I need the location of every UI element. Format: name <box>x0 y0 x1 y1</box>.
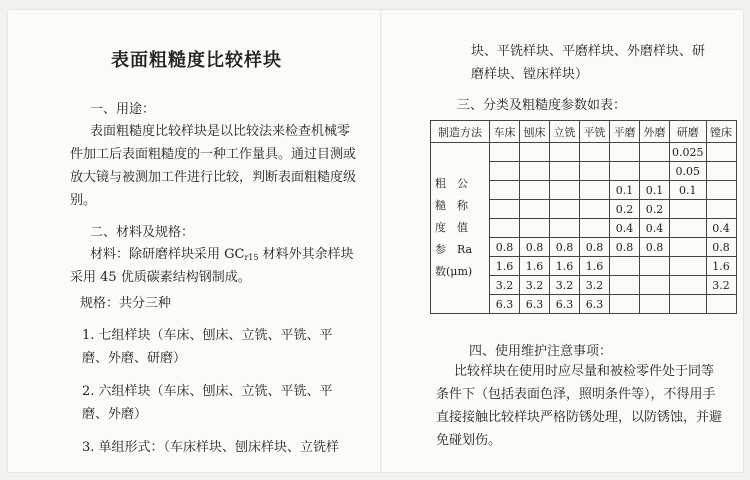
table-cell: 0.8 <box>610 238 640 257</box>
table-cell: 3.2 <box>706 276 736 295</box>
table-cell <box>550 181 580 200</box>
table-cell <box>640 295 670 314</box>
table-cell: 1.6 <box>550 257 580 276</box>
table-cell: 0.8 <box>580 238 610 257</box>
spec-line: 规格：共分三种 <box>80 296 172 311</box>
section-table-heading: 三、分类及粗糙度参数如表： <box>457 98 627 113</box>
table-cell: 0.025 <box>670 143 707 162</box>
table-cell <box>640 162 670 181</box>
table-cell <box>520 219 550 238</box>
table-cell <box>670 257 707 276</box>
table-cell: 0.05 <box>670 162 707 181</box>
header-planer: 刨床 <box>520 121 550 143</box>
table-cell: 3.2 <box>490 276 520 295</box>
continued-line-2: 磨样块、镗床样块） <box>471 67 589 82</box>
table-cell: 0.1 <box>610 181 640 200</box>
header-lapping: 研磨 <box>670 121 707 143</box>
table-cell: 3.2 <box>520 276 550 295</box>
table-cell <box>670 295 707 314</box>
section-material-heading: 二、材料及规格： <box>90 225 195 240</box>
maintenance-line-2: 条件下（包括表面色泽，照明条件等），不得用手 <box>436 387 716 402</box>
table-cell <box>706 181 736 200</box>
table-cell <box>610 295 640 314</box>
table-cell: 0.4 <box>610 219 640 238</box>
table-cell: 6.3 <box>580 295 610 314</box>
header-method: 制造方法 <box>431 121 490 143</box>
side-label-line: 糙 称 <box>435 199 468 212</box>
table-cell <box>520 181 550 200</box>
table-cell <box>610 143 640 162</box>
table-header-row <box>431 121 737 143</box>
table-cell: 1.6 <box>520 257 550 276</box>
table-cell <box>520 162 550 181</box>
table-cell: 6.3 <box>550 295 580 314</box>
table-cell <box>640 257 670 276</box>
table-cell: 0.8 <box>640 238 670 257</box>
header-lathe: 车床 <box>490 121 520 143</box>
table-cell: 0.8 <box>550 238 580 257</box>
table-cell <box>580 219 610 238</box>
material-text-a: 材料：除研磨样块采用 GC <box>90 247 245 262</box>
table-cell <box>580 162 610 181</box>
material-line-2: 采用 45 优质碳素结构钢制成。 <box>70 270 251 285</box>
table-cell <box>580 143 610 162</box>
table-cell <box>706 295 736 314</box>
table-cell <box>490 181 520 200</box>
table-body <box>431 143 737 314</box>
table-cell: 0.8 <box>490 238 520 257</box>
table-cell <box>580 200 610 219</box>
page-fold <box>380 10 382 472</box>
spec-item-1-line-1: 1. 七组样块（车床、刨床、立铣、平铣、平 <box>82 328 333 343</box>
section-maintenance-heading: 四、使用维护注意事项： <box>469 344 613 359</box>
table-cell: 3.2 <box>550 276 580 295</box>
table-cell <box>610 162 640 181</box>
table-cell: 0.8 <box>520 238 550 257</box>
table-cell: 6.3 <box>490 295 520 314</box>
table-cell <box>550 219 580 238</box>
continued-line-1: 块、平铣样块、平磨样块、外磨样块、研 <box>471 44 706 59</box>
table-cell <box>610 276 640 295</box>
header-horizontal-mill: 平铣 <box>580 121 610 143</box>
header-external-grind: 外磨 <box>640 121 670 143</box>
material-line-1 <box>90 244 354 269</box>
table-cell <box>670 276 707 295</box>
table-cell <box>610 257 640 276</box>
table-cell: 0.2 <box>640 200 670 219</box>
maintenance-line-3: 直接接触比较样块严格防锈处理，以防锈蚀，并避 <box>436 410 723 425</box>
spec-item-2-line-2: 磨、外磨） <box>82 407 148 422</box>
table-cell <box>640 276 670 295</box>
roughness-parameter-table <box>430 120 737 314</box>
table-cell: 0.1 <box>670 181 707 200</box>
usage-line-2: 件加工后表面粗糙度的一种工作量具。通过目测或 <box>70 147 357 162</box>
table-cell <box>490 162 520 181</box>
table-cell <box>550 143 580 162</box>
table-cell: 1.6 <box>706 257 736 276</box>
table-cell: 1.6 <box>490 257 520 276</box>
table-cell <box>550 200 580 219</box>
table-cell <box>490 219 520 238</box>
table-cell <box>706 200 736 219</box>
header-vertical-mill: 立铣 <box>550 121 580 143</box>
table-cell <box>520 143 550 162</box>
maintenance-line-1: 比较样块在使用时应尽量和被检零件处于同等 <box>454 364 715 379</box>
table-cell <box>706 143 736 162</box>
table-cell <box>580 181 610 200</box>
table-cell: 0.4 <box>640 219 670 238</box>
table-cell: 3.2 <box>580 276 610 295</box>
table-cell <box>550 162 580 181</box>
material-text-b: 材料外其余样块 <box>258 247 354 262</box>
header-surface-grind: 平磨 <box>610 121 640 143</box>
table-cell <box>706 162 736 181</box>
table-cell <box>670 200 707 219</box>
table-cell <box>490 200 520 219</box>
side-label-line: 度 值 <box>435 221 468 234</box>
table-cell: 0.4 <box>706 219 736 238</box>
spec-item-1-line-2: 磨、外磨、研磨） <box>82 351 187 366</box>
header-boring: 镗床 <box>706 121 736 143</box>
table-cell: 0.8 <box>706 238 736 257</box>
spec-item-2-line-1: 2. 六组样块（车床、刨床、立铣、平铣、平 <box>82 384 333 399</box>
table-cell: 0.2 <box>610 200 640 219</box>
side-label-line: 参 Ra <box>435 243 473 256</box>
table-cell: 0.1 <box>640 181 670 200</box>
table-cell <box>670 219 707 238</box>
roughness-side-label <box>431 143 490 314</box>
table-cell <box>520 200 550 219</box>
material-grade-subscript: r15 <box>244 253 259 262</box>
table-cell <box>490 143 520 162</box>
table-cell <box>670 238 707 257</box>
table-row <box>431 143 737 162</box>
maintenance-line-4: 免碰划伤。 <box>436 433 502 448</box>
table-cell: 1.6 <box>580 257 610 276</box>
side-label-line: 粗 公 <box>435 177 468 190</box>
section-usage-heading: 一、用途： <box>90 102 156 117</box>
side-label-line: 数(μm) <box>435 265 473 278</box>
document-title: 表面粗糙度比较样块 <box>111 50 282 71</box>
spec-item-3-line-1: 3. 单组形式：（车床样块、刨床样块、立铣样 <box>82 440 340 455</box>
usage-line-4: 别。 <box>70 193 97 208</box>
table-cell: 6.3 <box>520 295 550 314</box>
usage-line-3: 放大镜与被测加工件进行比较，判断表面粗糙度级 <box>70 170 357 185</box>
table-cell <box>640 143 670 162</box>
document-sheet <box>8 10 743 472</box>
usage-line-1: 表面粗糙度比较样块是以比较法来检查机械零 <box>90 124 351 139</box>
